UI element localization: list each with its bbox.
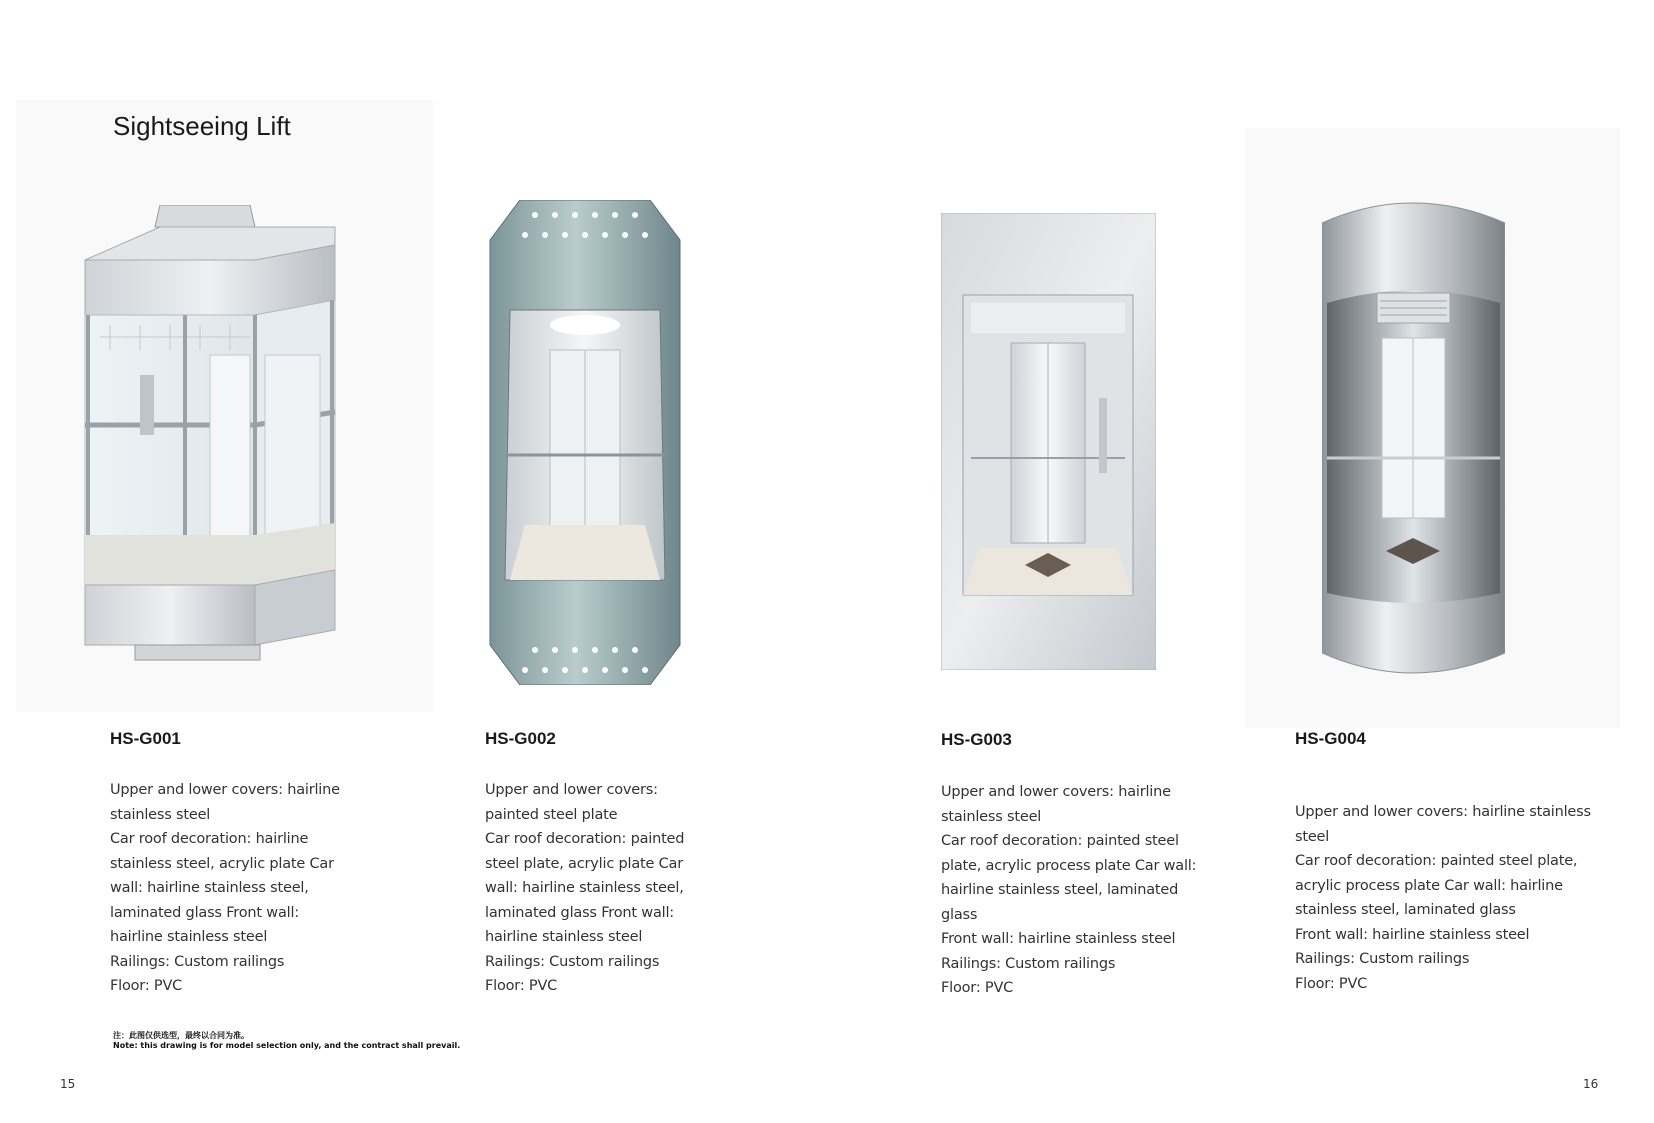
- description-line: Floor: PVC: [485, 978, 558, 994]
- product-description-hs-g001: [110, 778, 340, 999]
- description-line: wall: hairline stainless steel,: [110, 880, 309, 896]
- description-line: wall: hairline stainless steel,: [485, 880, 684, 896]
- description-line: hairline stainless steel, laminated: [941, 882, 1179, 898]
- description-line: Floor: PVC: [941, 980, 1014, 996]
- description-line: glass: [941, 906, 978, 923]
- description-line: Railings: Custom railings: [110, 953, 285, 970]
- description-line: laminated glass Front wall:: [110, 904, 299, 921]
- description-line: Upper and lower covers: hairline stainless: [1295, 804, 1591, 820]
- description-line: Car roof decoration: hairline: [110, 831, 309, 847]
- page-title: Sightseeing Lift: [113, 111, 291, 142]
- product-code-hs-g004: HS-G004: [1295, 729, 1366, 748]
- description-line: Car roof decoration: painted steel plate,: [1295, 853, 1578, 869]
- description-line: stainless steel: [110, 806, 211, 823]
- disclaimer-note-en: Note: this drawing is for model selection only, and the contract shall prevail.: [113, 1041, 461, 1050]
- description-line: Railings: Custom railings: [485, 953, 660, 970]
- description-line: laminated glass Front wall:: [485, 904, 674, 921]
- description-line: stainless steel, laminated glass: [1295, 902, 1516, 918]
- description-line: Floor: PVC: [110, 978, 183, 994]
- description-line: stainless steel, acrylic plate Car: [110, 855, 334, 872]
- product-code-hs-g002: HS-G002: [485, 729, 556, 748]
- description-line: Railings: Custom railings: [941, 955, 1116, 972]
- description-line: Upper and lower covers: hairline: [110, 782, 340, 798]
- description-line: Floor: PVC: [1295, 975, 1368, 992]
- product-code-hs-g003: HS-G003: [941, 730, 1012, 749]
- description-line: Railings: Custom railings: [1295, 951, 1470, 967]
- elevator-image-hs-g004: [1322, 193, 1505, 680]
- description-line: acrylic process plate Car wall: hairline: [1295, 877, 1563, 894]
- description-line: Car roof decoration: painted: [485, 831, 685, 847]
- product-description-hs-g003: [941, 780, 1196, 1001]
- description-line: steel: [1295, 828, 1330, 845]
- description-line: hairline stainless steel: [485, 929, 643, 945]
- disclaimer-note-cn: 注：此图仅供选型，最终以合同为准。: [113, 1031, 249, 1040]
- description-line: Front wall: hairline stainless steel: [941, 931, 1176, 947]
- description-line: Upper and lower covers:: [485, 782, 658, 798]
- description-line: Car roof decoration: painted steel: [941, 833, 1179, 849]
- description-line: Upper and lower covers: hairline: [941, 784, 1171, 800]
- description-line: steel plate, acrylic plate Car: [485, 855, 684, 872]
- description-line: hairline stainless steel: [110, 929, 268, 945]
- elevator-image-hs-g002: [485, 200, 685, 685]
- elevator-image-hs-g003: [941, 213, 1156, 670]
- product-code-hs-g001: HS-G001: [110, 729, 181, 748]
- description-line: painted steel plate: [485, 806, 618, 823]
- product-description-hs-g004: [1295, 800, 1591, 996]
- disclaimer-note: [113, 1031, 460, 1051]
- page-number-left: 15: [60, 1077, 76, 1091]
- product-description-hs-g002: [485, 778, 684, 999]
- description-line: stainless steel: [941, 808, 1042, 825]
- elevator-image-hs-g001: [80, 205, 350, 695]
- description-line: plate, acrylic process plate Car wall:: [941, 857, 1197, 874]
- page-number-right: 16: [1583, 1077, 1599, 1091]
- description-line: Front wall: hairline stainless steel: [1295, 926, 1530, 943]
